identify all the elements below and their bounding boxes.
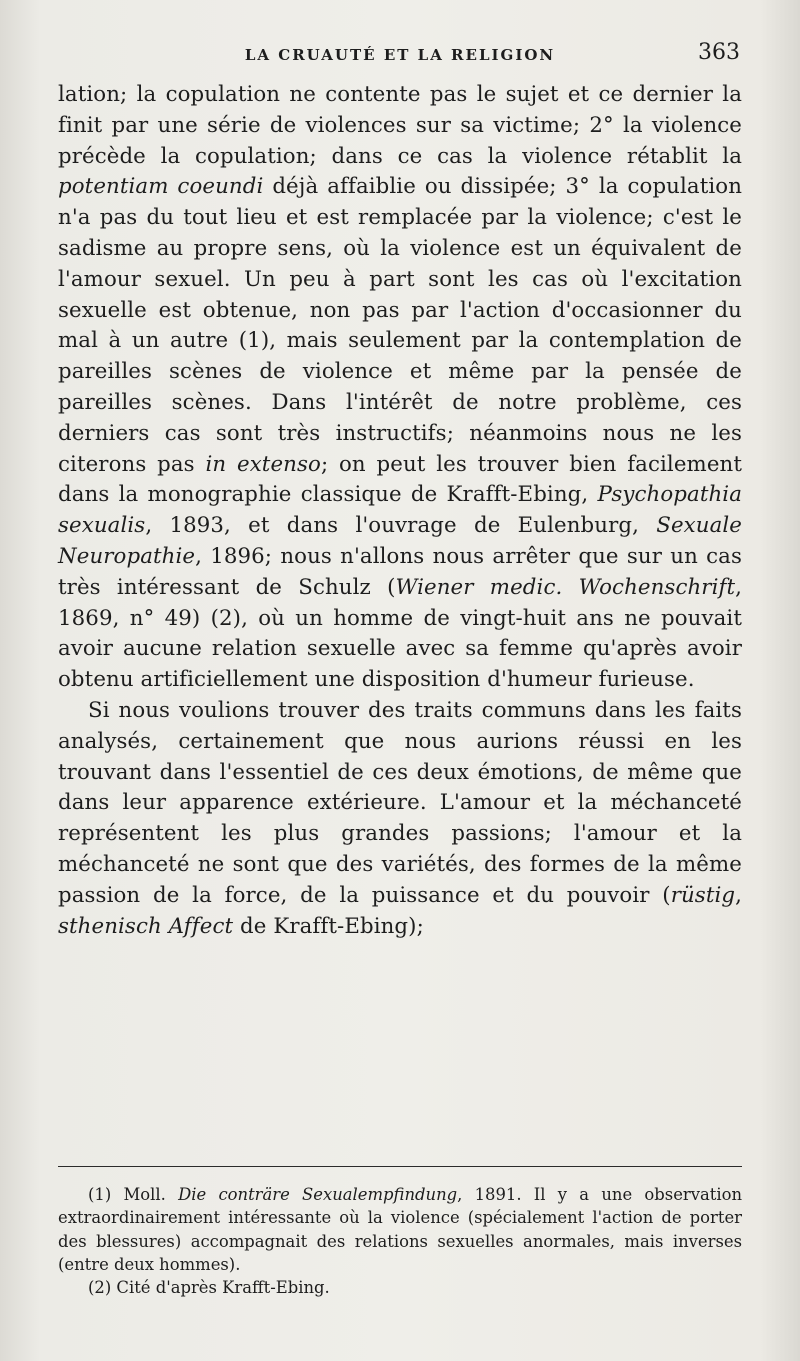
text-span: lation; la copulation ne contente pas le sujet et ce dernier la finit par une série de violences sur sa victime; 2° la violence précède la copulation; dans ce cas la violence rétablit la bbox=[58, 82, 742, 169]
italic-phrase: Psychopathia sexualis bbox=[58, 482, 742, 539]
italic-phrase: Sexuale Neuropathie bbox=[58, 513, 742, 569]
paragraph-2 bbox=[58, 696, 742, 942]
running-title: LA CRUAUTÉ ET LA RELIGION bbox=[244, 46, 556, 64]
running-head bbox=[60, 40, 740, 74]
text-span: , bbox=[735, 882, 742, 908]
italic-phrase: in extenso bbox=[205, 451, 321, 477]
body-text bbox=[58, 80, 742, 942]
text-span: Si nous voulions trouver des traits communs dans les faits analysés, certainement que nous aurions réussi en les trouvant dans l'essentiel de ces deux émotions, de même que dans leur apparence extérieure. L'amour et la méchanceté représentent les plus grandes passions; l'amour et la méchanceté ne sont que des variétés, des formes de la même passion de la force, de la puissance et du pouvoir ( bbox=[58, 697, 742, 908]
footnote-1 bbox=[58, 1183, 742, 1276]
italic-phrase: potentiam coeundi bbox=[58, 174, 264, 200]
footnotes bbox=[58, 1183, 742, 1299]
text-span: , 1891. Il y a une observation extraordinairement intéressante où la violence (spécialement l'action de porter des blessures) accompagnait des relations sexuelles anormales, mais inverses (entre deux hommes). bbox=[58, 1185, 743, 1274]
italic-phrase: Die conträre Sexualempfindung bbox=[178, 1185, 458, 1204]
page-number: 363 bbox=[698, 40, 740, 65]
text-span: déjà affaiblie ou dissipée; 3° la copulation n'a pas du tout lieu et est remplacée par la violence; c'est le sadisme au propre sens, où la violence est un équivalent de l'amour sexuel. Un peu à part sont les cas où l'excitation sexuelle est obtenue, non pas par l'action d'occasionner du mal à un autre (1), mais seulement par la contemplation de pareilles scènes de violence et même par la pensée de pareilles scènes. Dans l'intérêt de notre problème, ces derniers cas sont très instructifs; néanmoins nous ne les citerons pas bbox=[58, 174, 743, 477]
italic-phrase: rüstig bbox=[670, 882, 736, 908]
text-span: de Krafft-Ebing); bbox=[233, 913, 424, 939]
text-span: ; on peut les trouver bien facilement dans la monographie classique de Krafft-Ebing, bbox=[58, 451, 742, 508]
italic-phrase: Wiener medic. Wochenschrift bbox=[395, 574, 736, 600]
italic-phrase: sthenisch Affect bbox=[58, 913, 234, 939]
text-span: , 1893, et dans l'ouvrage de Eulenburg, bbox=[145, 513, 657, 539]
text-span: , 1869, n° 49) (2), où un homme de vingt-huit ans ne pouvait avoir aucune relation sexuelle avec sa femme qu'après avoir obtenu artificiellement une disposition d'humeur furieuse. bbox=[58, 574, 742, 693]
text-span: (1) Moll. bbox=[88, 1185, 179, 1204]
text-span: , 1896; nous n'allons nous arrêter que sur un cas très intéressant de Schulz ( bbox=[58, 543, 742, 600]
footnote-rule bbox=[58, 1166, 742, 1167]
footnote-2: (2) Cité d'après Krafft-Ebing. bbox=[88, 1278, 330, 1298]
paragraph-1 bbox=[58, 80, 742, 696]
